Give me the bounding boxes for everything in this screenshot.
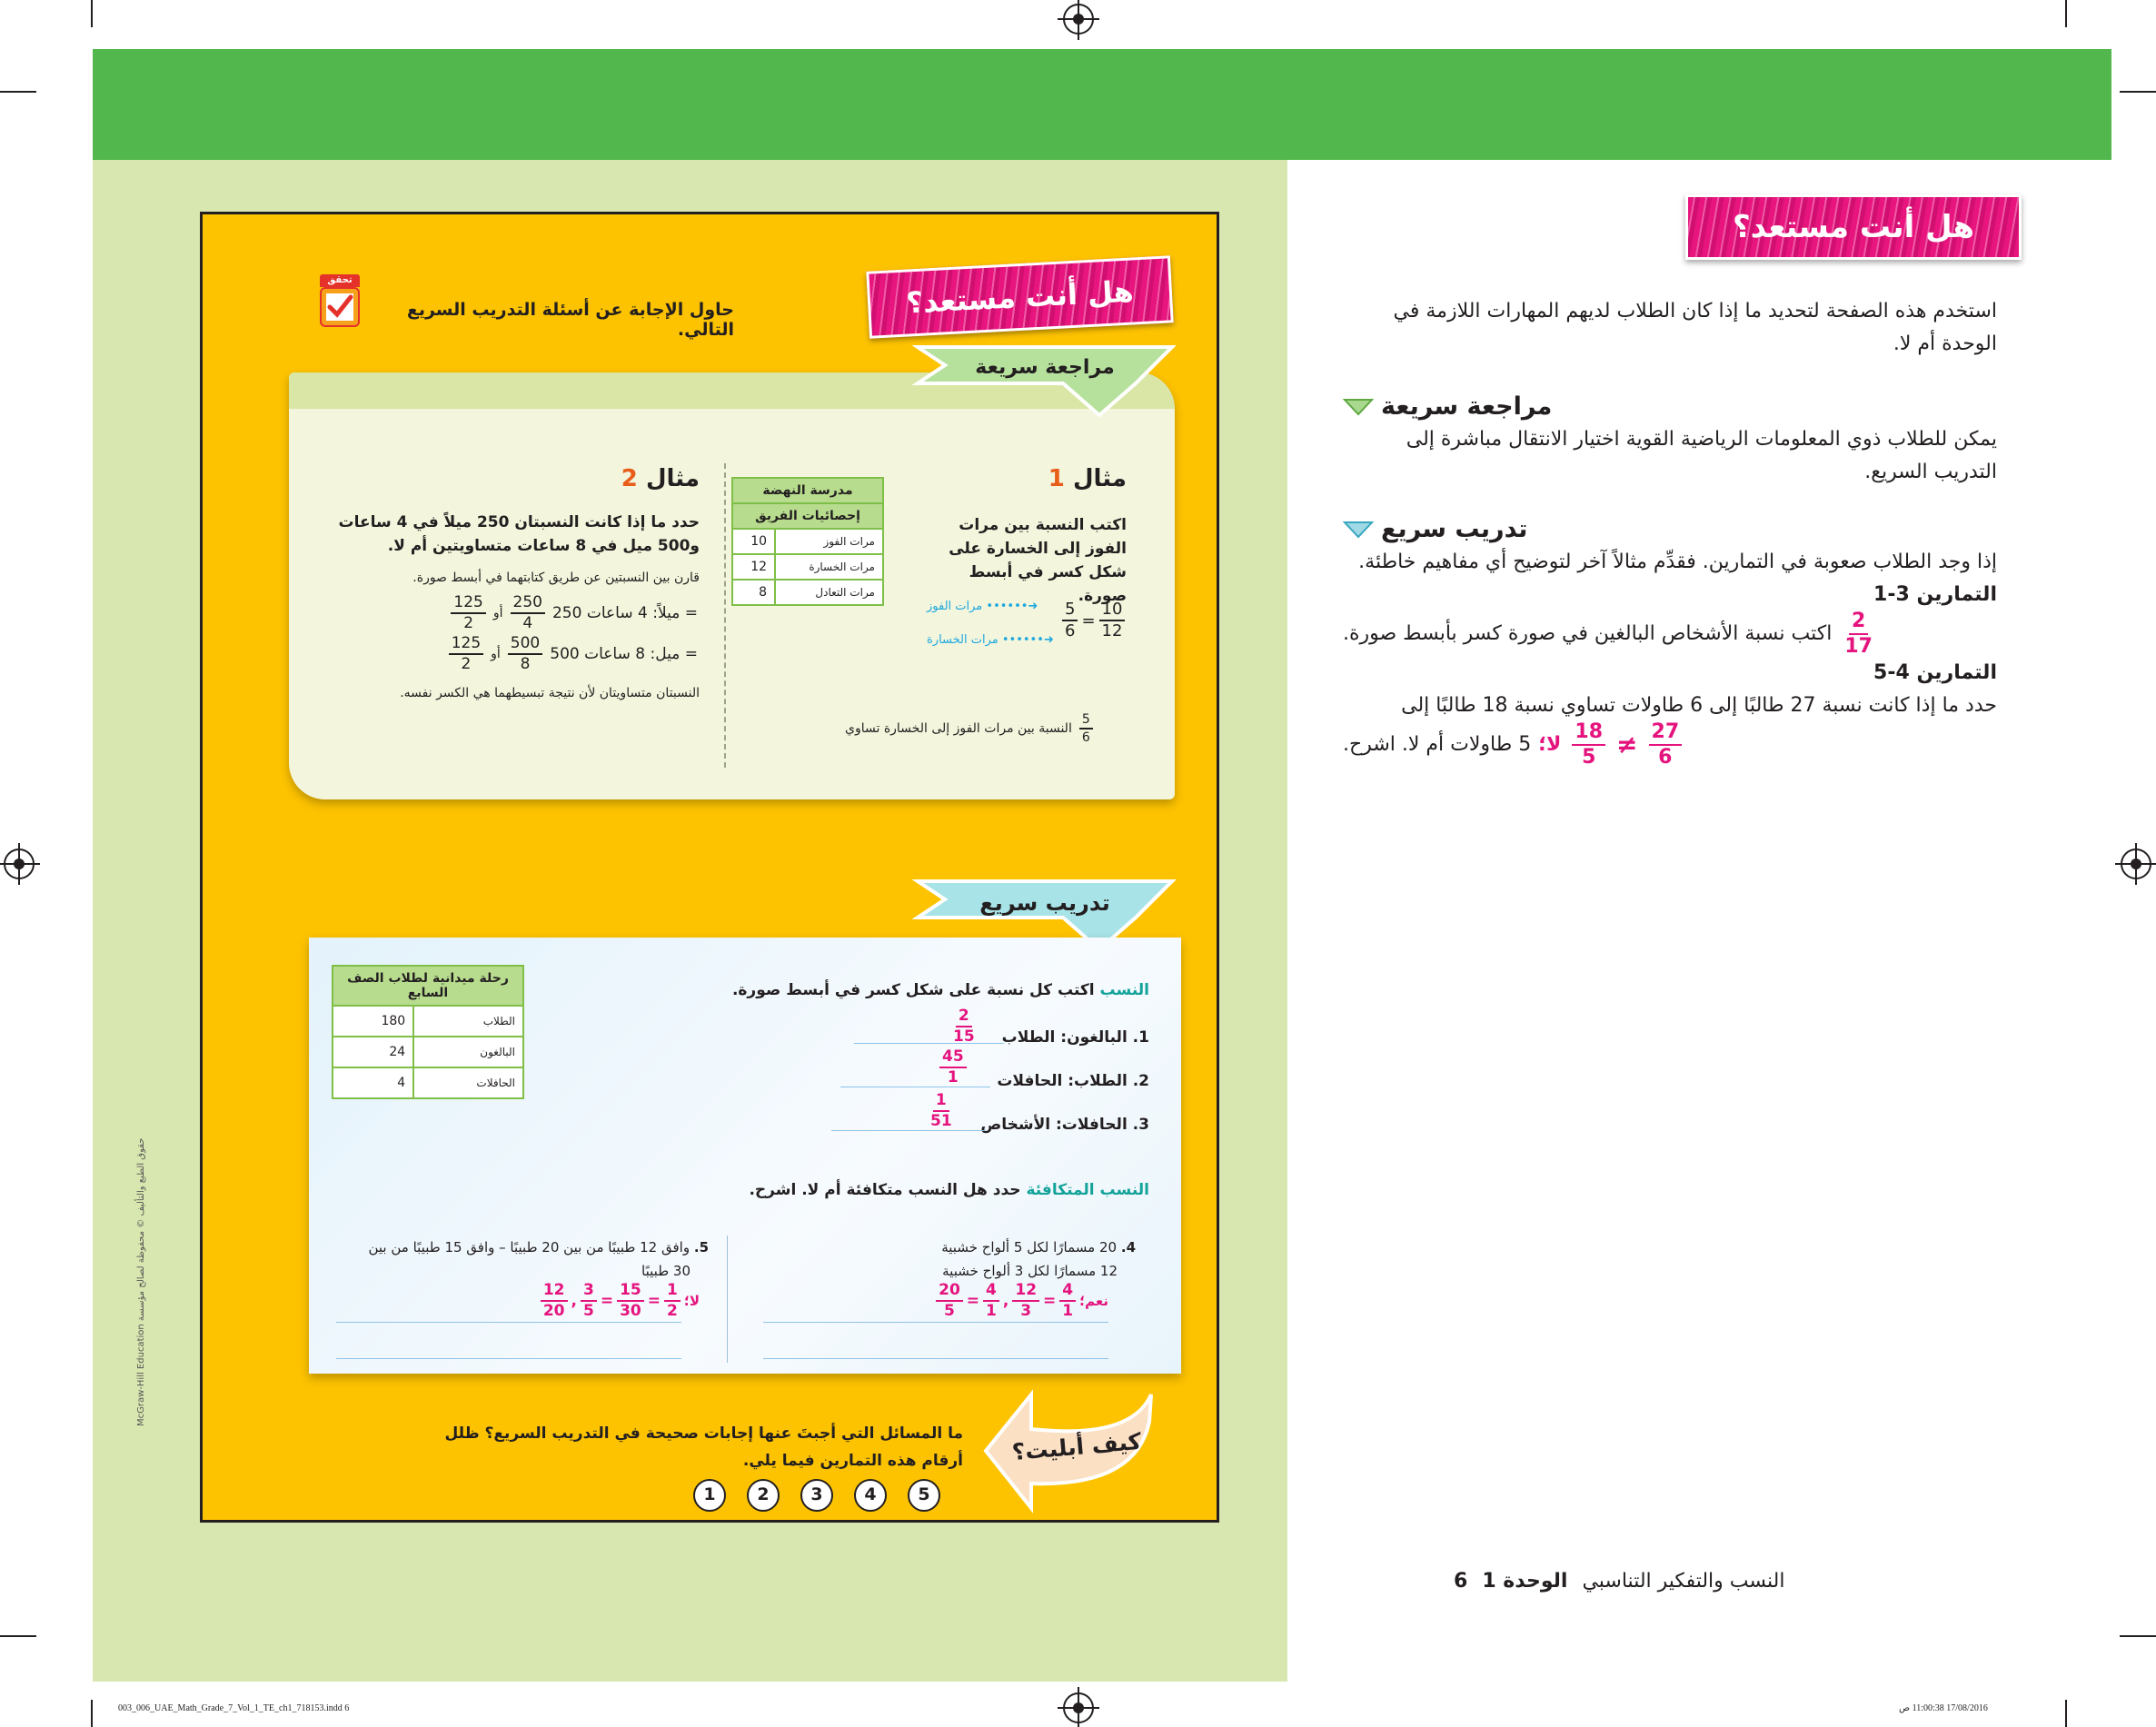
q5-text: 5. وافق 12 طبيبًا من بين 20 طبيبًا – وافق 15 طبيبًا من بين 30 طبيبًا [368,1239,709,1279]
team-table [731,477,884,606]
slug-right: 17/08/2016 11:00:38 ص [1899,1703,1988,1713]
crop-mark [2120,91,2156,93]
unit-title: النسب والتفكير التناسبي [1582,1570,1785,1593]
check-icon [320,274,360,331]
q2-label: 2. الطلاب: الحافلات [997,1072,1149,1090]
team-table-caption: إحصائيات الفريق [732,503,883,529]
q5-answer: لا؛ $\frac{1}{2}$ = $\frac{15}{30}$ = $\frac{3}{5}$ , $\frac{12}{20}$ [509,1283,700,1319]
trip-table-cell: 24 [333,1037,413,1067]
equiv-instruction: النسب المتكافئة حدد هل النسب متكافئة أم لا. اشرح. [749,1181,1149,1199]
q2-answer: $\frac{45}{1}$ [936,1049,970,1086]
answer-line [336,1322,681,1323]
exercise-circle[interactable]: 4 [854,1479,887,1512]
answer-line [763,1358,1108,1359]
registration-mark [1063,4,1094,35]
ex2-title: التمارين 4-5 [1873,661,1997,684]
quick-practice-block [1343,513,1997,768]
how-question: ما المسائل التي أجبتَ عنها إجابات صحيحة في التدريب السريع؟ ظلل أرقام هذه التمارين فيما يلي. [444,1424,963,1470]
example2-line2: 500 ميل: 8 ساعات = $\frac{500}{8}$ أو $\frac{125}{2}$ [343,636,698,672]
equiv-divider [727,1236,728,1363]
answer-line [336,1358,681,1359]
example1-title: مثال 1 [1048,465,1127,492]
team-table-school: مدرسة النهضة [732,478,883,503]
example1-work: $\frac{5}{6}$ = $\frac{10}{12}$ [1058,601,1128,640]
q1-label: 1. البالغون: الطلاب [1001,1028,1149,1047]
registration-mark [4,849,35,879]
ex1-title: التمارين 3-1 [1873,583,1997,606]
trip-table [332,965,524,1099]
team-table-cell: 12 [732,554,775,580]
quick-review-body: يمكن للطلاب ذوي المعلومات الرياضية القوية اختيار الانتقال مباشرة إلى التدريب السريع. [1406,428,1997,483]
card-ready-stamp: هل أنت مستعد؟ [866,255,1173,338]
q4-text: 4. 20 مسمارًا لكل 5 ألواح خشبية 12 مسمارًا لكل 3 ألواح خشبية [941,1239,1136,1279]
header-band [93,49,2111,160]
quick-practice-tag: تدريب سريع [979,890,1110,916]
answer-line [763,1322,1108,1323]
registration-mark [2121,849,2151,879]
exercise-circle[interactable]: 3 [800,1479,833,1512]
trip-table-cell: البالغون [413,1037,523,1067]
ex2-text-b: 5 طاولات أم لا. اشرح. لا؛ $\frac{18}{5}$ ≠ $\frac{27}{6}$ [1343,722,1997,768]
slug-left: 003_006_UAE_Math_Grade_7_Vol_1_TE_ch1_718153.indd 6 [118,1703,350,1713]
card-instruction: حاول الإجابة عن أسئلة التدريب السريع التالي. [406,300,734,340]
quick-review-heading: مراجعة سريعة [1343,391,1997,423]
review-arrow [909,338,1181,420]
page-footer [1454,1570,1999,1593]
page-number: 6 [1454,1570,1468,1593]
blue-arrow-icon [1343,521,1374,539]
unit-label: الوحدة 1 [1482,1570,1568,1593]
exercise-circle[interactable]: 1 [693,1479,726,1512]
registration-mark [1063,1692,1094,1723]
trip-table-cell: الحافلات [413,1067,523,1098]
crop-mark [0,1635,36,1637]
example2-conclusion: النسبتان متساويتان لأن نتيجة تبسيطهما هي الكسر نفسه. [400,686,700,700]
trip-table-cell: 180 [333,1006,413,1037]
quick-practice-body: إذا وجد الطلاب صعوبة في التمارين. فقدِّم مثالاً آخر لتوضيح أي مفاهيم خاطئة. [1358,551,1997,573]
example2-method: قارن بين النسبتين عن طريق كتابتهما في أبسط صورة. [412,571,700,585]
team-table-cell: مرات التعادل [775,580,883,605]
q4-answer: نعم؛ $\frac{4}{1}$ = $\frac{12}{3}$ , $\frac{4}{1}$ = $\frac{20}{5}$ [954,1283,1108,1319]
intro-text: استخدم هذه الصفحة لتحديد ما إذا كان الطلاب لديهم المهارات اللازمة في الوحدة أم لا. [1393,300,1997,355]
quick-practice-heading: تدريب سريع [1343,513,1997,546]
example2-title: مثال 2 [621,465,700,492]
crop-mark [2065,0,2067,27]
q3-label: 3. الحافلات: الأشخاص [980,1116,1149,1134]
crop-mark [91,1700,93,1727]
example2-line1: 250 ميلاً: 4 ساعات = $\frac{250}{4}$ أو $\frac{125}{2}$ [343,595,698,631]
answer-line [854,1043,1004,1044]
trip-table-cell: الطلاب [413,1006,523,1037]
q1-answer: $\frac{2}{15}$ [953,1007,975,1046]
crop-mark [91,0,93,27]
trip-table-cell: 4 [333,1067,413,1098]
example2-prompt: حدد ما إذا كانت النسبتان 250 ميلاً في 4 ساعات و500 ميل في 8 ساعات متساويتين أم لا. [338,513,700,555]
answer-line [831,1130,986,1131]
crop-mark [2065,1700,2067,1727]
check-label: تحقق [320,274,360,287]
crop-mark [2120,1635,2156,1637]
green-arrow-icon [1343,398,1374,416]
q3-answer: $\frac{1}{51}$ [930,1091,952,1130]
example1-prompt: اكتب النسبة بين مرات الفوز إلى الخسارة على شكل كسر في أبسط صورة. [949,516,1127,605]
ex2-text-a: حدد ما إذا كانت نسبة 27 طالبًا إلى 6 طاولات تساوي نسبة 18 طالبًا إلى [1401,694,1997,717]
quick-review-tag: مراجعة سريعة [975,356,1115,379]
crop-mark [0,91,36,93]
team-table-cell: 8 [732,580,775,605]
example1-conclusion: النسبة بين مرات الفوز إلى الخسارة تساوي $\frac{5}{6}$ [845,713,1127,744]
ex1-text: اكتب نسبة الأشخاص البالغين في صورة كسر بأبسط صورة. $\frac{2}{17}$ [1343,610,1873,658]
teacher-ready-stamp: هل أنت مستعد؟ [1685,194,2022,260]
copyright-vertical: McGraw-Hill Education حقوق الطبع والتأليف © محفوظة لصالح مؤسسة [136,1137,146,1426]
team-table-cell: مرات الخسارة [775,554,883,580]
how-tag: كيف أبليت؟ [1010,1427,1143,1466]
exercise-circle[interactable]: 5 [908,1479,940,1512]
losses-arrow-label: مرات الخسارة ••••••➜ [927,633,1054,647]
quick-review-block [1343,391,1997,489]
exercise-circle[interactable]: 2 [747,1479,780,1512]
trip-table-caption: رحلة ميدانية لطلاب الصف السابع [333,966,523,1006]
ratios-instruction: النسب اكتب كل نسبة على شكل كسر في أبسط صورة. [731,981,1149,999]
review-divider [724,463,726,768]
team-table-cell: 10 [732,529,775,554]
wins-arrow-label: مرات الفوز ••••••➜ [927,600,1038,613]
team-table-cell: مرات الفوز [775,529,883,554]
